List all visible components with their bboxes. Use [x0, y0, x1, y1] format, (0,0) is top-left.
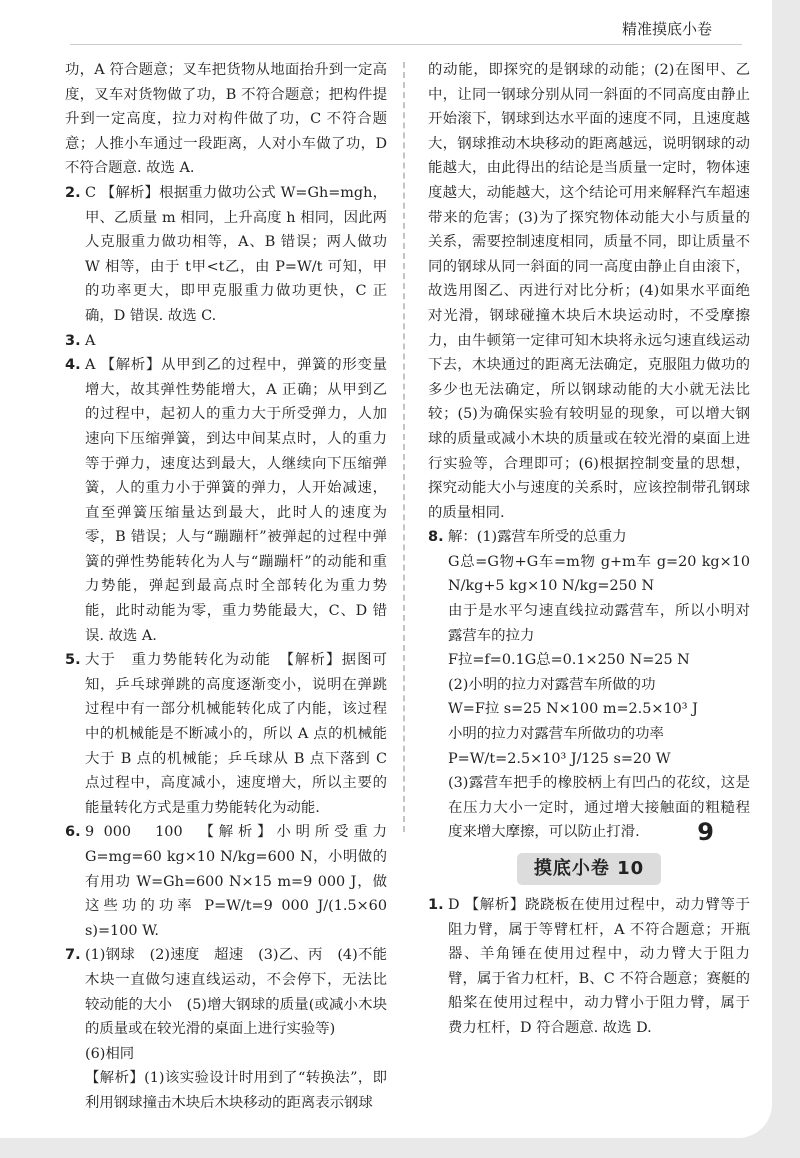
answer-text: D 【解析】跷跷板在使用过程中，动力臂等于阻力臂，属于等臂杠杆，A 不符合题意；开瓶器、羊角锤在使用过程中，动力臂大于阻力臂，属于省力杠杆，B、C 不符合题意；赛艇的船桨在使用过程中，动力臂小于阻力臂，属于费力杠杆，D 符合题意. 故选 D.	[448, 897, 750, 1036]
answer-text: A 【解析】从甲到乙的过程中，弹簧的形变量增大，故其弹性势能增大，A 正确；从甲到乙的过程中，起初人的重力大于所受弹力，人加速向下压缩弹簧，到达中间某点时，人的重力等于弹力，速度达到最大，人继续向下压缩弹簧，人的重力小于弹簧的弹力，人开始减速，直至弹簧压缩量达到最大，此时人的速度为零，B 错误；人与“蹦蹦杆”被弹起的过程中弹簧的弹性势能转化为人与“蹦蹦杆”的动能和重力势能，弹起到最高点时全部转化为重力势能，此时动能为零，重力势能最大，C、D 错误. 故选 A.	[85, 357, 387, 644]
solution-line: (3)露营车把手的橡胶柄上有凹凸的花纹，这是在压力大小一定时，通过增大接触面的粗糙程度来增大摩擦，可以防止打滑.	[448, 775, 750, 841]
solution-line: G总=G物+G车=m物 g+m车 g=20 kg×10 N/kg+5 kg×10 N/kg=250 N	[448, 553, 750, 595]
answer-number: 8.	[428, 529, 444, 546]
header-rule	[70, 44, 742, 45]
answer-number: 5.	[65, 652, 81, 669]
answer-number: 1.	[428, 897, 444, 913]
answer-1	[428, 893, 750, 1041]
answer-4	[65, 353, 387, 648]
answer-number: 7.	[65, 947, 81, 964]
answer-5	[65, 648, 387, 820]
answer-text: (6)相同	[85, 1045, 135, 1062]
answer-text: 9 000 100 【解析】小明所受重力 G=mg=60 kg×10 N/kg=600 N，小明做的有用功 W=Gh=600 N×15 m=9 000 J，做这些功的功率 P=W/t=9 000 J/(1.5×60 s)=100 W.	[85, 824, 387, 939]
answer-number: 2.	[65, 184, 81, 201]
answer-6	[65, 820, 387, 943]
answer-8	[428, 525, 750, 845]
page-number: 9	[697, 818, 714, 846]
continued-answer: 的动能，即探究的是钢球的动能；(2)在图甲、乙中，让同一钢球分别从同一斜面的不同高度由静止开始滚下，钢球到达水平面的速度不同，且速度越大，钢球推动木块移动的距离越远，说明钢球的动能越大，由此得出的结论是当质量一定时，物体速度越大，动能越大，这个结论可用来解释汽车超速带来的危害；(3)为了探究物体动能大小与质量的关系，需要控制速度相同，质量不同，即让质量不同的钢球从同一斜面的同一高度由静止自由滚下，故选用图乙、丙进行对比分析；(4)如果水平面绝对光滑，钢球碰撞木块后木块运动时，不受摩擦力，由牛顿第一定律可知木块将永远匀速直线运动下去，木块通过的距离无法确定，克服阻力做功的多少也无法确定，所以钢球动能的大小就无法比较；(5)为确保实验有较明显的现象，可以增大钢球的质量或减小木块的质量或在较光滑的桌面上进行实验等，合理即可；(6)根据控制变量的思想，探究动能大小与速度的关系时，应该控制带孔钢球的质量相同.	[428, 62, 750, 521]
page-header: 精准摸底小卷	[621, 20, 712, 38]
right-column	[428, 58, 750, 1041]
solution-line: P=W/t=2.5×10³ J/125 s=20 W	[448, 750, 671, 767]
answer-number: 3.	[65, 332, 81, 349]
solution-line: 小明的拉力对露营车所做功的功率	[448, 726, 664, 743]
answer-7	[65, 943, 402, 1115]
answer-text: A	[85, 332, 96, 349]
solution-line: (2)小明的拉力对露营车所做的功	[448, 676, 656, 693]
solution-line: F拉=f=0.1G总=0.1×250 N=25 N	[448, 652, 690, 669]
answer-2	[65, 181, 387, 329]
answer-text: (1)钢球 (2)速度 超速 (3)乙、丙 (4)不能 木块一直做匀速直线运动，不会停下，无法比较动能的大小 (5)增大钢球的质量(或减小木块的质量或在较光滑的桌面上进行实验等)	[85, 947, 402, 1038]
solution-line: W=F拉 s=25 N×100 m=2.5×10³ J	[448, 701, 698, 718]
left-column	[65, 58, 402, 1116]
answer-explanation: 【解析】(1)该实验设计时用到了“转换法”，即利用钢球撞击木块后木块移动的距离表示钢球	[85, 1070, 387, 1111]
answer-3	[65, 329, 387, 354]
column-divider	[403, 62, 405, 832]
answer-number: 6.	[65, 824, 81, 841]
answer-number: 4.	[65, 357, 81, 374]
answer-text: 大于 重力势能转化为动能 【解析】据图可知，乒乓球弹跳的高度逐渐变小，说明在弹跳过程中有一部分机械能转化成了内能，该过程中的机械能是不断减小的，所以 A 点的机械能大于 B 点的机械能；乒乓球从 B 点下落到 C 点过程中，高度减小，速度增大，所以主要的能量转化方式是重力势能转化为动能.	[85, 652, 387, 816]
solution-line: 解：(1)露营车所受的总重力	[448, 529, 627, 546]
section-banner: 摸底小卷 10	[517, 853, 661, 885]
solution-line: 由于是水平匀速直线拉动露营车，所以小明对露营车的拉力	[448, 603, 750, 644]
answer-text: C 【解析】根据重力做功公式 W=Gh=mgh，甲、乙质量 m 相同，上升高度 h 相同，因此两人克服重力做功相等，A、B 错误；两人做功 W 相等，由于 t甲<t乙，由 P=W/t 可知，甲的功率更大，即甲克服重力做功更快，C 正确，D 错误. 故选 C.	[85, 184, 387, 324]
continued-answer: 功，A 符合题意；叉车把货物从地面抬升到一定高度，叉车对货物做了功，B 不符合题意；把构件提升到一定高度，拉力对构件做了功，C 不符合题意；人推小车通过一段距离，人对小车做了功，D 不符合题意. 故选 A.	[65, 62, 387, 177]
